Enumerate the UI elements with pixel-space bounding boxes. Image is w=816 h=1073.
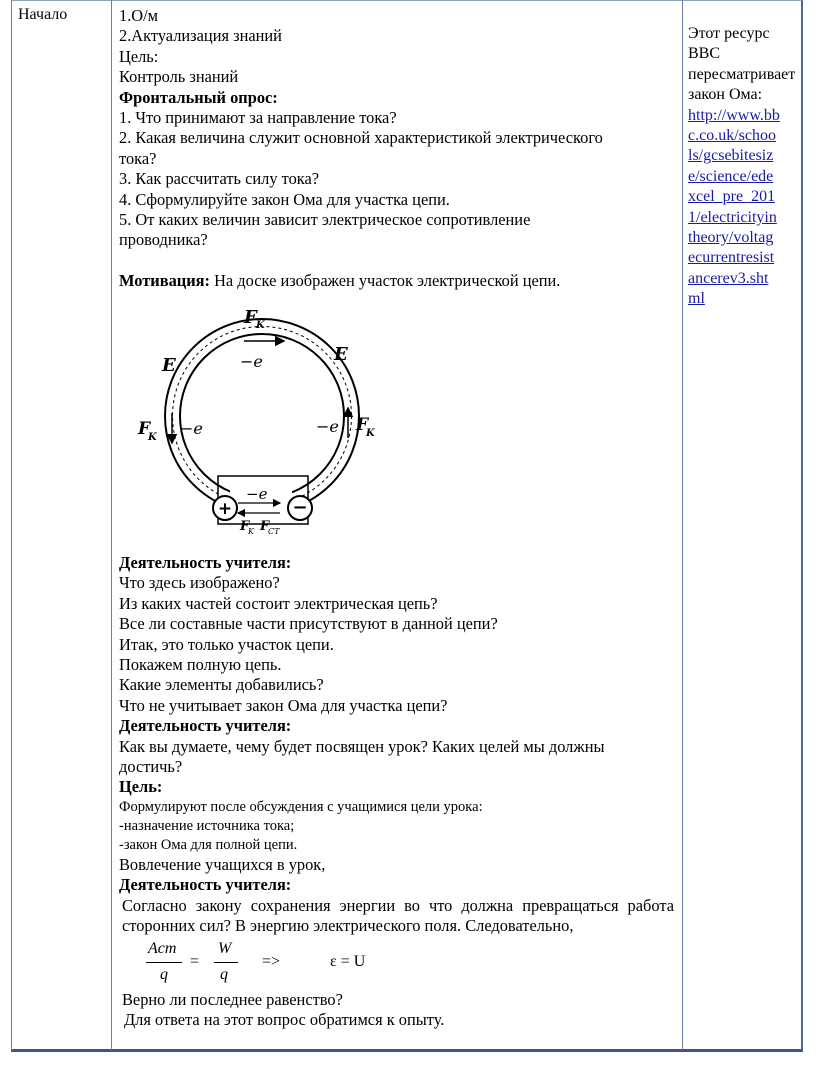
teacher-heading-2: Деятельность учителя: (119, 716, 292, 736)
electron-top: −e (240, 352, 263, 371)
motivation-text: На доске изображен участок электрической цепи. (210, 270, 561, 290)
formula-arrow: => (262, 953, 281, 970)
question-5-cont: проводника? (119, 230, 208, 250)
line-1: 1.О/м (119, 6, 159, 25)
line-3: Цель: (119, 46, 159, 66)
column-divider-2 (682, 0, 683, 1050)
teacher-heading-1: Деятельность учителя: (119, 553, 292, 572)
teacher-q3: Все ли составные части присутствуют в данной цепи? (119, 614, 498, 634)
teacher2-line-1: Как вы думаете, чему будет посвящен урок? Каких целей мы должны (119, 736, 605, 756)
force-source-st: F (260, 519, 270, 534)
line-2: 2.Актуализация знаний (119, 26, 282, 46)
fraction-bar-2 (214, 962, 238, 963)
resource-link-line-4[interactable]: e/science/ede (688, 167, 774, 185)
resource-link-line-9[interactable]: ancerev3.sht (688, 269, 769, 287)
stage-cell: Начало (18, 6, 68, 23)
line-4: Контроль знаний (119, 67, 239, 87)
electron-source: −e (246, 485, 268, 503)
teacher-q2: Из каких частей состоит электрическая цепь? (119, 593, 438, 613)
resource-intro: Этот ресурс BBC пересматривает закон Ома: (688, 25, 796, 104)
force-right-sub: K (366, 428, 375, 439)
resource-link-line-10[interactable]: ml (688, 290, 705, 308)
content-cell (119, 6, 674, 291)
question-1: 1. Что принимают за направление тока? (119, 108, 397, 128)
force-source-st-sub: СТ (268, 527, 280, 536)
resource-link-line-5[interactable]: xcel_pre_201 (688, 188, 776, 206)
circuit-diagram (120, 298, 400, 543)
question-5: 5. От каких величин зависит электрическое сопротивление (119, 210, 531, 230)
goal-heading: Цель: (119, 777, 163, 797)
force-top-sub: K (256, 320, 265, 331)
question-4: 4. Сформулируйте закон Ома для участка цепи. (119, 189, 450, 209)
force-source-k: F (240, 519, 250, 534)
teacher-heading-3: Деятельность учителя: (119, 875, 292, 895)
field-left-label: E (162, 355, 176, 376)
energy-paragraph: Согласно закону сохранения энергии во что должна превращаться работа сторонних сил? В энергию электрического поля. Следовательно, (122, 895, 674, 936)
motivation-line (119, 271, 674, 291)
resource-cell (688, 24, 796, 310)
engage-line: Вовлечение учащихся в урок, (119, 854, 326, 874)
teacher-q6: Какие элементы добавились? (119, 675, 324, 695)
force-top-label: F (244, 307, 257, 328)
resource-link-line-8[interactable]: ecurrentresist (688, 249, 775, 267)
electron-right: −e (316, 417, 339, 436)
question-2-cont: тока? (119, 148, 157, 168)
resource-link-line-6[interactable]: 1/electricityin (688, 208, 777, 226)
closing-line-2: Для ответа на этот вопрос обратимся к опыту. (124, 1010, 445, 1030)
formula-equals: = (190, 953, 200, 970)
teacher-section (119, 553, 674, 937)
teacher2-line-2: достичь? (119, 757, 183, 777)
frontal-heading: Фронтальный опрос: (119, 87, 278, 107)
formula-numerator-1: Aст (148, 940, 177, 957)
plus-sign: + (217, 499, 233, 519)
question-3: 3. Как рассчитать силу тока? (119, 169, 320, 189)
column-divider-1 (111, 0, 112, 1050)
closing-section (119, 990, 674, 1031)
resource-link-line-3[interactable]: ls/gcsebitesiz (688, 147, 774, 165)
formula-numerator-2: W (218, 940, 232, 957)
resource-link-line-2[interactable]: c.co.uk/schoo (688, 127, 776, 145)
formula-denominator-1: q (160, 966, 168, 983)
formula (140, 940, 400, 990)
formula-result: ε = U (330, 953, 366, 970)
electron-left: −e (180, 419, 203, 438)
minus-sign: − (292, 497, 308, 518)
force-source-k-sub: K (248, 527, 254, 536)
closing-line-1: Верно ли последнее равенство? (122, 990, 343, 1009)
resource-link-line-7[interactable]: theory/voltag (688, 229, 774, 247)
teacher-q1: Что здесь изображено? (119, 573, 280, 593)
field-right-label: E (334, 344, 348, 365)
goal-line-2: -назначение источника тока; (119, 817, 295, 834)
question-2: 2. Какая величина служит основной характеристикой электрического (119, 128, 603, 148)
resource-link-line-1[interactable]: http://www.bb (688, 106, 780, 124)
force-left-sub: K (148, 432, 157, 443)
fraction-bar-1 (146, 962, 182, 963)
goal-line-1: Формулируют после обсуждения с учащимися цели урока: (119, 798, 483, 815)
teacher-q5: Покажем полную цепь. (119, 655, 282, 675)
force-right-label: F (356, 415, 369, 435)
formula-denominator-2: q (220, 966, 228, 983)
motivation-label: Мотивация: (119, 270, 210, 290)
force-left-label: F (138, 419, 151, 439)
goal-line-3: -закон Ома для полной цепи. (119, 836, 298, 853)
teacher-q4: Итак, это только участок цепи. (119, 634, 334, 654)
teacher-q7: Что не учитывает закон Ома для участка цепи? (119, 695, 448, 715)
